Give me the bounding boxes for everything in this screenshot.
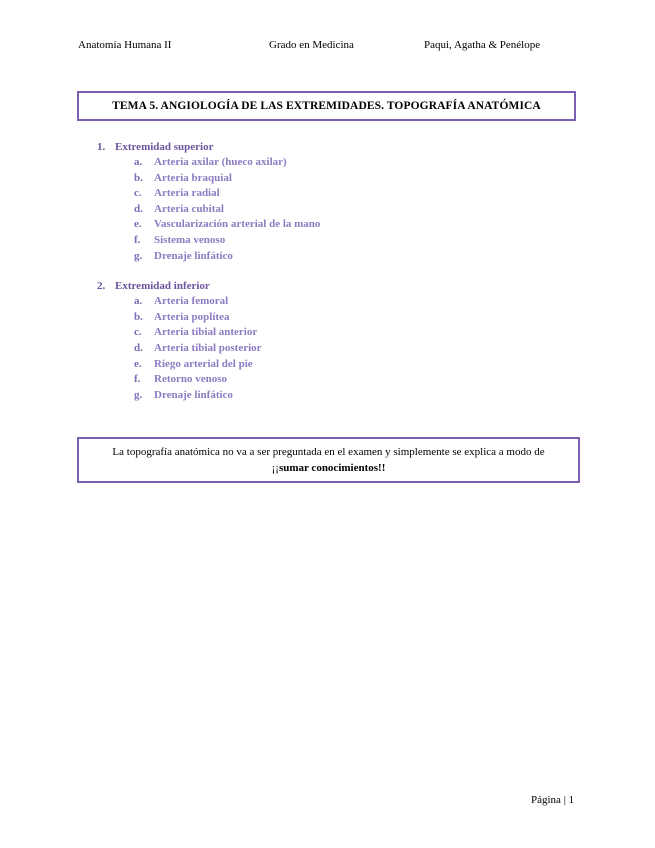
item-letter: a. [134,295,143,308]
item-letter: b. [134,171,143,184]
page-footer [531,794,574,806]
item-text: Arteria tibial posterior [154,341,262,354]
section-title [97,278,557,294]
subtopic-list [97,294,557,403]
list-item [97,186,557,202]
item-text: Arteria femoral [154,295,229,308]
page-number: Página | 1 [531,794,575,806]
topic-title: TEMA 5. ANGIOLOGÍA DE LAS EXTREMIDADES. TOPOGRAFÍA ANATÓMICA [112,100,541,112]
section-label: Extremidad inferior [115,280,210,293]
section-number: 1. [97,141,106,153]
header-degree: Grado en Medicina [269,39,354,51]
page-header [78,39,578,55]
item-text: Retorno venoso [154,373,228,386]
subtopic-list [97,155,557,264]
topic-title-box [77,91,576,121]
list-item [97,171,557,187]
list-item [97,341,557,357]
list-item [97,202,557,218]
section-label: Extremidad superior [115,141,214,153]
item-text: Arteria radial [154,187,220,200]
item-letter: f. [134,233,141,246]
item-letter: b. [134,310,143,323]
list-item [97,357,557,373]
item-letter: a. [134,156,143,168]
section-upper-limb [97,139,557,264]
item-text: Arteria cubital [154,202,224,215]
item-letter: e. [134,218,142,231]
header-authors: Paqui, Agatha & Penélope [424,39,541,51]
section-number: 2. [97,280,106,293]
item-letter: g. [134,388,143,401]
topic-outline [97,139,557,417]
section-lower-limb [97,278,557,403]
list-item [97,155,557,171]
item-text: Drenaje linfático [154,388,233,401]
item-text: Arteria braquial [154,171,232,184]
item-letter: c. [134,187,142,200]
note-emphasis: sumar conocimientos!! [278,462,386,474]
list-item [97,325,557,341]
item-letter: e. [134,357,142,370]
list-item [97,217,557,233]
item-letter: d. [134,202,143,215]
list-item [97,388,557,404]
item-letter: g. [134,249,143,262]
item-text: Drenaje linfático [154,249,233,262]
item-letter: c. [134,326,142,339]
note-prefix: ¡¡ [271,462,279,474]
item-text: Arteria tibial anterior [154,326,258,339]
item-letter: d. [134,341,143,354]
list-item [97,310,557,326]
item-text: Arteria poplítea [154,310,230,323]
header-course: Anatomía Humana II [78,39,172,51]
exam-note-box [77,437,580,483]
list-item [97,233,557,249]
item-text: Sistema venoso [154,233,226,246]
item-text: Vascularización arterial de la mano [154,218,321,231]
note-text: La topografía anatómica no va a ser preguntada en el examen y simplemente se explica a modo de [112,446,545,458]
list-item [97,372,557,388]
list-item [97,294,557,310]
item-text: Riego arterial del pie [154,357,253,370]
list-item [97,249,557,265]
section-title [97,139,557,155]
item-text: Arteria axilar (hueco axilar) [154,156,287,168]
item-letter: f. [134,373,141,386]
